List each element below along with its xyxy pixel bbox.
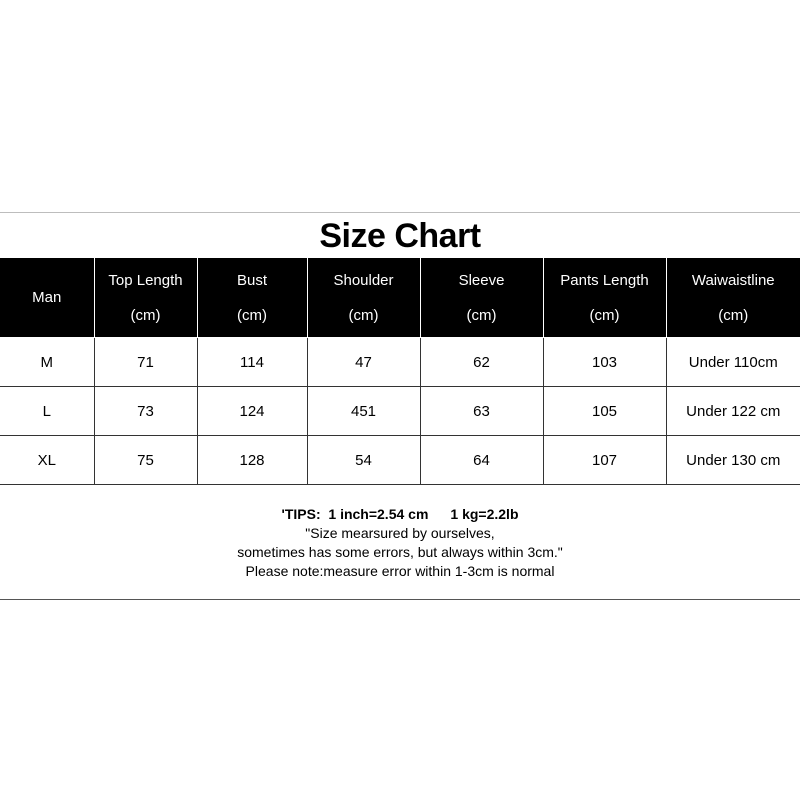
cell-waistline: Under 130 cm	[666, 436, 800, 485]
cell-sleeve: 63	[420, 387, 543, 436]
tips-line-4: Please note:measure error within 1-3cm is normal	[245, 563, 555, 579]
size-table	[0, 258, 800, 485]
header-row	[0, 258, 800, 338]
cell-size: L	[0, 387, 94, 436]
table-row	[0, 436, 800, 485]
tips-kg: 1 kg=2.2lb	[450, 506, 519, 522]
cell-pants-length: 103	[543, 338, 666, 387]
cell-top-length: 71	[94, 338, 197, 387]
header-pants-length: Pants Length (cm)	[543, 258, 666, 338]
tips-prefix: 'TIPS:	[281, 506, 321, 522]
tips-line-3: sometimes has some errors, but always within 3cm."	[237, 544, 563, 560]
cell-waistline: Under 122 cm	[666, 387, 800, 436]
header-waistline: Waiwaistline (cm)	[666, 258, 800, 338]
cell-bust: 114	[197, 338, 307, 387]
tips-conversions	[0, 505, 800, 524]
header-man: Man	[0, 258, 94, 338]
cell-shoulder: 54	[307, 436, 420, 485]
cell-pants-length: 105	[543, 387, 666, 436]
header-shoulder: Shoulder (cm)	[307, 258, 420, 338]
header-sleeve: Sleeve (cm)	[420, 258, 543, 338]
cell-shoulder: 451	[307, 387, 420, 436]
tips-section	[0, 505, 800, 581]
cell-sleeve: 64	[420, 436, 543, 485]
cell-waistline: Under 110cm	[666, 338, 800, 387]
tips-inch: 1 inch=2.54 cm	[328, 506, 429, 522]
cell-size: XL	[0, 436, 94, 485]
cell-shoulder: 47	[307, 338, 420, 387]
cell-size: M	[0, 338, 94, 387]
cell-pants-length: 107	[543, 436, 666, 485]
tips-line-2: "Size mearsured by ourselves,	[305, 525, 495, 541]
cell-bust: 124	[197, 387, 307, 436]
header-top-length: Top Length (cm)	[94, 258, 197, 338]
cell-bust: 128	[197, 436, 307, 485]
size-chart	[0, 212, 800, 600]
cell-top-length: 75	[94, 436, 197, 485]
table-row	[0, 338, 800, 387]
chart-title: Size Chart	[319, 217, 481, 255]
header-bust: Bust (cm)	[197, 258, 307, 338]
cell-sleeve: 62	[420, 338, 543, 387]
cell-top-length: 73	[94, 387, 197, 436]
table-row	[0, 387, 800, 436]
